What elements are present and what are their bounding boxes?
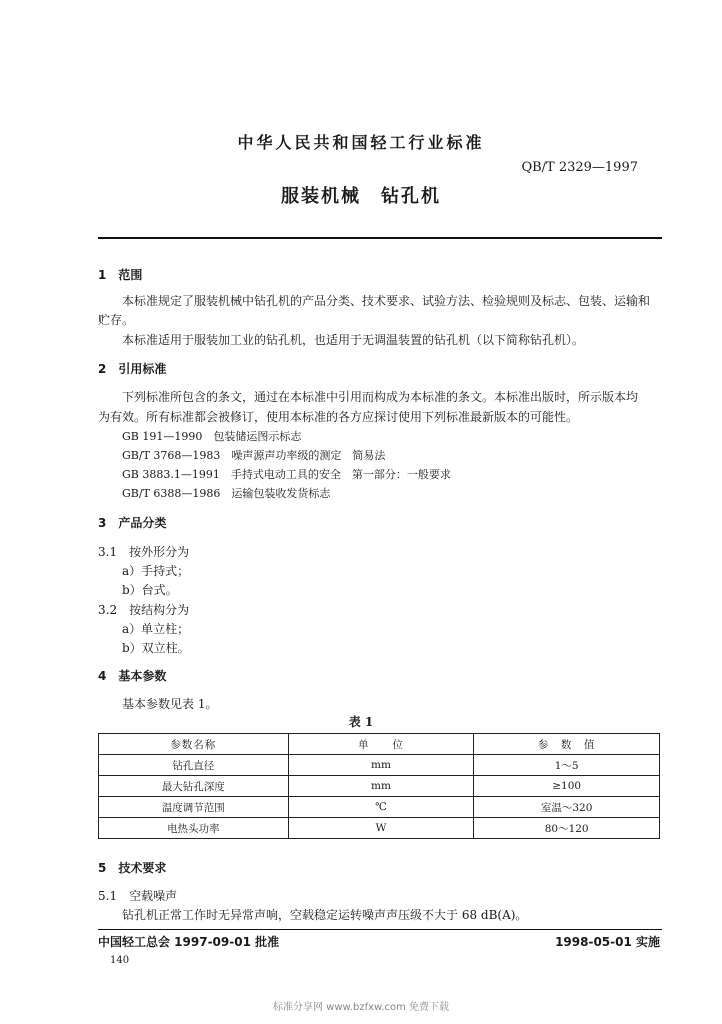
- list-item: b）双立柱。: [122, 641, 190, 655]
- section-1-para-1-line-2: 贮存。: [98, 313, 135, 327]
- org-title: 中华人民共和国轻工行业标准: [237, 133, 485, 152]
- section-5-1-para: 钻孔机正常工作时无异常声响，空载稳定运转噪声声压级不大于 68 dB(A)。: [122, 908, 528, 922]
- reference-item: GB 3883.1—1991 手持式电动工具的安全 第一部分：一般要求: [122, 468, 451, 481]
- table-row: [99, 797, 660, 818]
- table-cell: 电热头功率: [99, 818, 289, 839]
- table-title: 表 1: [348, 715, 374, 729]
- section-2-para-line-2: 为有效。所有标准都会被修订，使用本标准的各方应探讨使用下列标准最新版本的可能性。: [98, 410, 579, 424]
- table-row: [99, 818, 660, 839]
- table-cell: ≥100: [474, 776, 660, 797]
- table-cell: 最大钻孔深度: [99, 776, 289, 797]
- section-2-heading: 2 引用标准: [98, 362, 167, 376]
- reference-item: GB/T 6388—1986 运输包装收发货标志: [122, 487, 331, 500]
- table-cell: mm: [288, 755, 474, 776]
- table-header-cell: 参数名称: [99, 734, 289, 755]
- approval-date: 中国轻工总会 1997-09-01 批准: [98, 935, 280, 949]
- section-1-para-1-line-1: 本标准规定了服装机械中钻孔机的产品分类、技术要求、试验方法、检验规则及标志、包装、运输和: [122, 294, 651, 308]
- table-cell: 钻孔直径: [99, 755, 289, 776]
- section-1-heading: 1 范围: [98, 268, 143, 282]
- table-row: [99, 755, 660, 776]
- table-header-cell: 单 位: [288, 734, 474, 755]
- page-number: 140: [110, 955, 130, 966]
- table-header-cell: 参 数 值: [474, 734, 660, 755]
- section-3-heading: 3 产品分类: [98, 516, 167, 530]
- table-cell: 1～5: [474, 755, 660, 776]
- section-3-1-heading: 3.1 按外形分为: [98, 545, 190, 559]
- table-header-row: [99, 734, 660, 755]
- document-title: 服装机械 钻孔机: [281, 186, 441, 207]
- table-cell: ℃: [288, 797, 474, 818]
- list-item: b）台式。: [122, 583, 178, 597]
- table-cell: W: [288, 818, 474, 839]
- list-item: a）单立柱；: [122, 622, 190, 636]
- parameter-table: [98, 733, 660, 839]
- footer-divider: [98, 929, 662, 930]
- table-row: [99, 776, 660, 797]
- reference-item: GB 191—1990 包装储运图示标志: [122, 430, 302, 443]
- table-cell: 室温～320: [474, 797, 660, 818]
- section-2-para-line-1: 下列标准所包含的条文，通过在本标准中引用而构成为本标准的条文。本标准出版时，所示版本均: [122, 390, 639, 404]
- table-cell: mm: [288, 776, 474, 797]
- table-cell: 温度调节范围: [99, 797, 289, 818]
- section-1-para-2: 本标准适用于服装加工业的钻孔机，也适用于无调温装置的钻孔机（以下简称钻孔机）。: [122, 333, 585, 347]
- standard-number: QB/T 2329—1997: [521, 160, 638, 175]
- section-3-2-heading: 3.2 按结构分为: [98, 603, 190, 617]
- section-5-heading: 5 技术要求: [98, 861, 167, 875]
- reference-item: GB/T 3768—1983 噪声源声功率级的测定 简易法: [122, 449, 386, 462]
- section-4-heading: 4 基本参数: [98, 669, 167, 683]
- list-item: a）手持式；: [122, 564, 190, 578]
- section-4-para: 基本参数见表 1。: [122, 697, 218, 711]
- implementation-date: 1998-05-01 实施: [555, 935, 660, 949]
- section-5-1-heading: 5.1 空载噪声: [98, 889, 178, 903]
- table-cell: 80～120: [474, 818, 660, 839]
- header-divider: [98, 237, 662, 239]
- watermark-text: 标准分享网 www.bzfxw.com 免费下载: [273, 1002, 449, 1013]
